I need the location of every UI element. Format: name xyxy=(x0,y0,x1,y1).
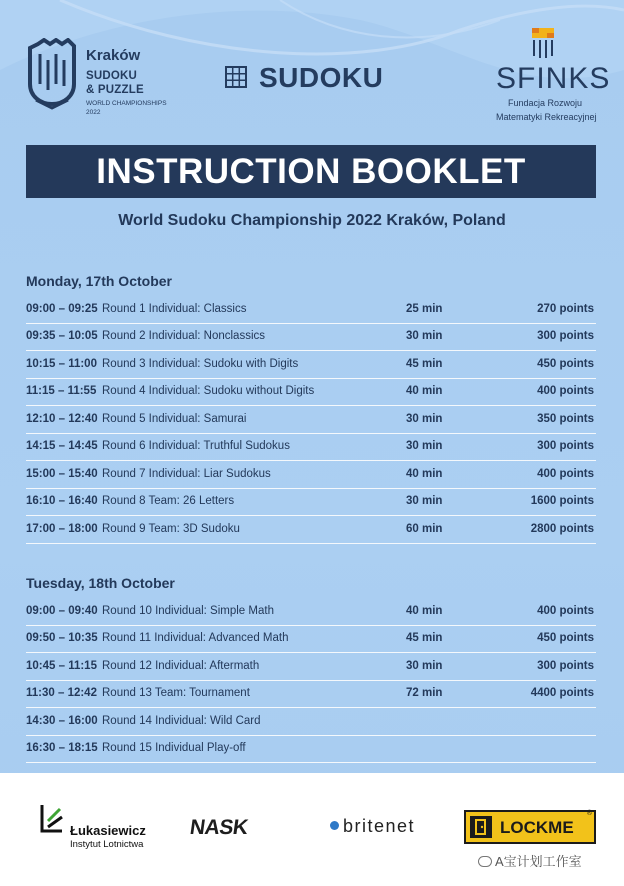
sfinks-logo-name: SFINKS xyxy=(496,62,611,95)
lockme-logo xyxy=(464,810,596,844)
round-duration: 60 min xyxy=(406,523,443,535)
schedule-row xyxy=(26,462,596,489)
round-points: 300 points xyxy=(537,440,594,452)
round-name: Round 7 Individual: Liar Sudokus xyxy=(102,468,271,480)
schedule-row xyxy=(26,654,596,681)
sfinks-logo-line1: Fundacja Rozwoju xyxy=(508,98,583,108)
round-points: 400 points xyxy=(537,385,594,397)
round-points: 300 points xyxy=(537,660,594,672)
schedule-row xyxy=(26,352,596,379)
round-time: 10:45 – 11:15 xyxy=(26,660,97,672)
round-points: 270 points xyxy=(537,303,594,315)
schedule-row xyxy=(26,489,596,516)
schedule-row xyxy=(26,626,596,653)
round-time: 09:50 – 10:35 xyxy=(26,632,98,644)
lockme-name: LOCKME xyxy=(500,818,574,837)
round-name: Round 2 Individual: Nonclassics xyxy=(102,330,266,342)
schedule-row xyxy=(26,709,596,736)
krakow-logo-line4: 2022 xyxy=(86,109,101,116)
round-name: Round 15 Individual Play-off xyxy=(102,742,246,754)
title-banner xyxy=(26,145,596,198)
round-time: 17:00 – 18:00 xyxy=(26,523,98,535)
booklet-title: INSTRUCTION BOOKLET xyxy=(96,151,526,191)
round-name: Round 10 Individual: Simple Math xyxy=(102,605,274,617)
round-time: 09:00 – 09:40 xyxy=(26,605,98,617)
krakow-logo-title: Kraków xyxy=(86,47,141,64)
round-name: Round 9 Team: 3D Sudoku xyxy=(102,523,240,535)
round-duration: 40 min xyxy=(406,468,443,480)
schedule-row xyxy=(26,324,596,351)
round-time: 15:00 – 15:40 xyxy=(26,468,98,480)
championship-subtitle: World Sudoku Championship 2022 Kraków, Poland xyxy=(118,212,506,229)
round-name: Round 6 Individual: Truthful Sudokus xyxy=(102,440,290,452)
lukasiewicz-emblem-icon xyxy=(38,803,66,835)
round-duration: 45 min xyxy=(406,632,443,644)
round-points: 1600 points xyxy=(530,495,594,507)
day-heading-monday: Monday, 17th October xyxy=(26,273,172,289)
round-name: Round 11 Individual: Advanced Math xyxy=(102,632,289,644)
sfinks-foundation-logo xyxy=(490,26,611,130)
round-points: 400 points xyxy=(537,605,594,617)
nask-logo: NASK xyxy=(188,816,250,839)
round-time: 11:30 – 12:42 xyxy=(26,687,97,699)
round-name: Round 8 Team: 26 Letters xyxy=(102,495,235,507)
krakow-logo-line2: & PUZZLE xyxy=(86,84,144,96)
round-points: 450 points xyxy=(537,358,594,370)
round-points: 450 points xyxy=(537,632,594,644)
round-time: 09:00 – 09:25 xyxy=(26,303,98,315)
sfinks-emblem-icon xyxy=(528,26,558,60)
round-name: Round 14 Individual: Wild Card xyxy=(102,715,261,727)
lockme-registered-mark: ® xyxy=(586,810,592,817)
round-name: Round 4 Individual: Sudoku without Digits xyxy=(102,385,315,397)
round-points: 300 points xyxy=(537,330,594,342)
round-time: 12:10 – 12:40 xyxy=(26,413,98,425)
britenet-dot-icon xyxy=(330,821,339,830)
round-name: Round 5 Individual: Samurai xyxy=(102,413,247,425)
schedule-row xyxy=(26,434,596,461)
krakow-logo-line1: SUDOKU xyxy=(86,70,138,82)
watermark-text: A宝计划工作室 xyxy=(495,854,582,869)
schedule-row xyxy=(26,297,596,324)
sudoku-grid-icon xyxy=(225,66,247,88)
krakow-logo-line3: WORLD CHAMPIONSHIPS xyxy=(86,100,167,107)
round-duration: 30 min xyxy=(406,495,443,507)
round-time: 16:10 – 16:40 xyxy=(26,495,98,507)
lockme-door-icon xyxy=(470,816,492,838)
krakow-castle-logo-icon xyxy=(24,38,80,110)
round-points: 350 points xyxy=(537,413,594,425)
round-duration: 30 min xyxy=(406,330,443,342)
round-duration: 40 min xyxy=(406,605,443,617)
round-time: 16:30 – 18:15 xyxy=(26,742,98,754)
round-time: 11:15 – 11:55 xyxy=(26,385,97,397)
wechat-icon xyxy=(478,856,492,867)
round-time: 14:30 – 16:00 xyxy=(26,715,98,727)
britenet-logo xyxy=(330,816,415,837)
round-duration: 30 min xyxy=(406,660,443,672)
round-points: 4400 points xyxy=(530,687,594,699)
round-points: 400 points xyxy=(537,468,594,480)
sponsors-footer xyxy=(0,773,624,886)
wechat-watermark xyxy=(478,851,582,870)
krakow-championship-logo xyxy=(24,38,184,118)
schedule-row xyxy=(26,736,596,763)
schedule-row xyxy=(26,517,596,544)
round-duration: 30 min xyxy=(406,413,443,425)
round-name: Round 13 Team: Tournament xyxy=(102,687,250,699)
round-duration: 72 min xyxy=(406,687,443,699)
schedule-row xyxy=(26,379,596,406)
round-time: 14:15 – 14:45 xyxy=(26,440,98,452)
round-name: Round 1 Individual: Classics xyxy=(102,303,247,315)
round-name: Round 3 Individual: Sudoku with Digits xyxy=(102,358,299,370)
round-time: 10:15 – 11:00 xyxy=(26,358,97,370)
round-time: 09:35 – 10:05 xyxy=(26,330,98,342)
round-duration: 30 min xyxy=(406,440,443,452)
round-name: Round 12 Individual: Aftermath xyxy=(102,660,260,672)
schedule-row xyxy=(26,599,596,626)
lukasiewicz-name: Łukasiewicz xyxy=(70,823,146,838)
round-duration: 25 min xyxy=(406,303,443,315)
round-duration: 45 min xyxy=(406,358,443,370)
sudoku-logo-text: SUDOKU xyxy=(259,62,384,93)
schedule-row xyxy=(26,407,596,434)
day-heading-tuesday: Tuesday, 18th October xyxy=(26,575,175,591)
lukasiewicz-logo xyxy=(38,803,158,853)
sfinks-logo-line2: Matematyki Rekreacyjnej xyxy=(496,112,597,122)
lukasiewicz-subtitle: Instytut Lotnictwa xyxy=(70,839,144,850)
schedule-row xyxy=(26,681,596,708)
britenet-name: britenet xyxy=(343,816,416,836)
round-points: 2800 points xyxy=(530,523,594,535)
round-duration: 40 min xyxy=(406,385,443,397)
